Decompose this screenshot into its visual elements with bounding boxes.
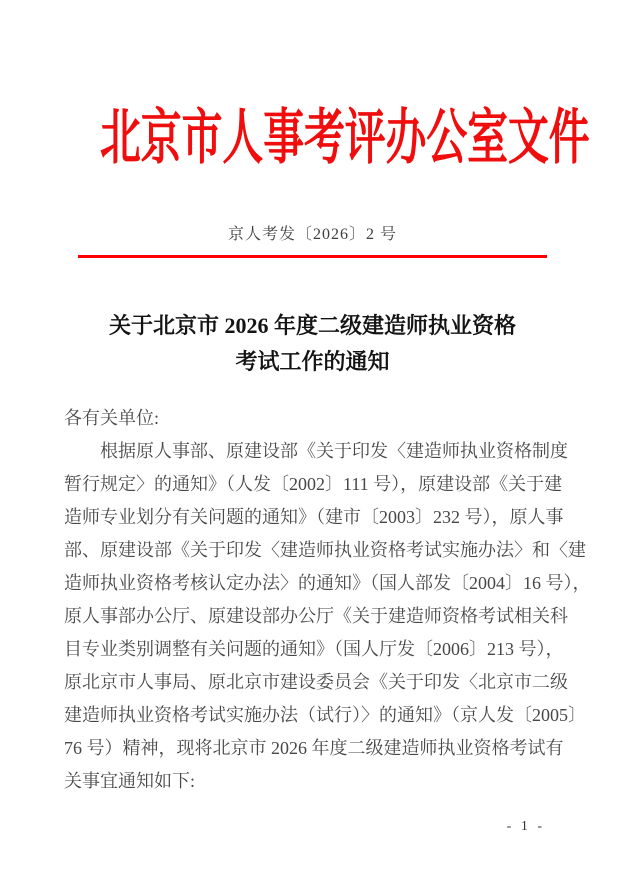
notice-title bbox=[40, 308, 585, 380]
body-line: 造师执业资格考核认定办法〉的通知》（国人部发〔2004〕16 号）， bbox=[64, 573, 591, 593]
page-number: - 1 - bbox=[506, 819, 545, 834]
notice-body bbox=[64, 402, 591, 798]
body-line: 造师专业划分有关问题的通知》（建市〔2003〕232 号），原人事 bbox=[64, 507, 564, 527]
letterhead-title: 北京市人事考评办公室文件 bbox=[100, 105, 590, 171]
red-separator-rule bbox=[78, 255, 547, 258]
notice-title-line2: 考试工作的通知 bbox=[235, 349, 390, 374]
notice-title-line1: 关于北京市 2026 年度二级建造师执业资格 bbox=[108, 313, 516, 338]
body-line: 暂行规定〉的通知》（人发〔2002〕111 号），原建设部《关于建 bbox=[64, 474, 563, 494]
body-line: 原北京市人事局、原北京市建设委员会《关于印发〈北京市二级 bbox=[64, 672, 568, 692]
salutation: 各有关单位: bbox=[64, 408, 160, 428]
body-line: 部、原建设部《关于印发〈建造师执业资格考试实施办法〉和〈建 bbox=[64, 540, 586, 560]
body-line: 原人事部办公厅、原建设部办公厅《关于建造师资格考试相关科 bbox=[64, 606, 568, 626]
body-line: 76 号）精神，现将北京市 2026 年度二级建造师执业资格考试有 bbox=[64, 738, 564, 758]
document-reference-number: 京人考发〔2026〕2 号 bbox=[227, 226, 397, 243]
body-line: 目专业类别调整有关问题的通知》（国人厅发〔2006〕213 号）， bbox=[64, 639, 564, 659]
body-line: 根据原人事部、原建设部《关于印发〈建造师执业资格制度 bbox=[100, 441, 568, 461]
body-line: 建造师执业资格考试实施办法（试行）〉的通知》（京人发〔2005〕 bbox=[64, 705, 586, 725]
body-line: 关事宜通知如下: bbox=[64, 771, 196, 791]
